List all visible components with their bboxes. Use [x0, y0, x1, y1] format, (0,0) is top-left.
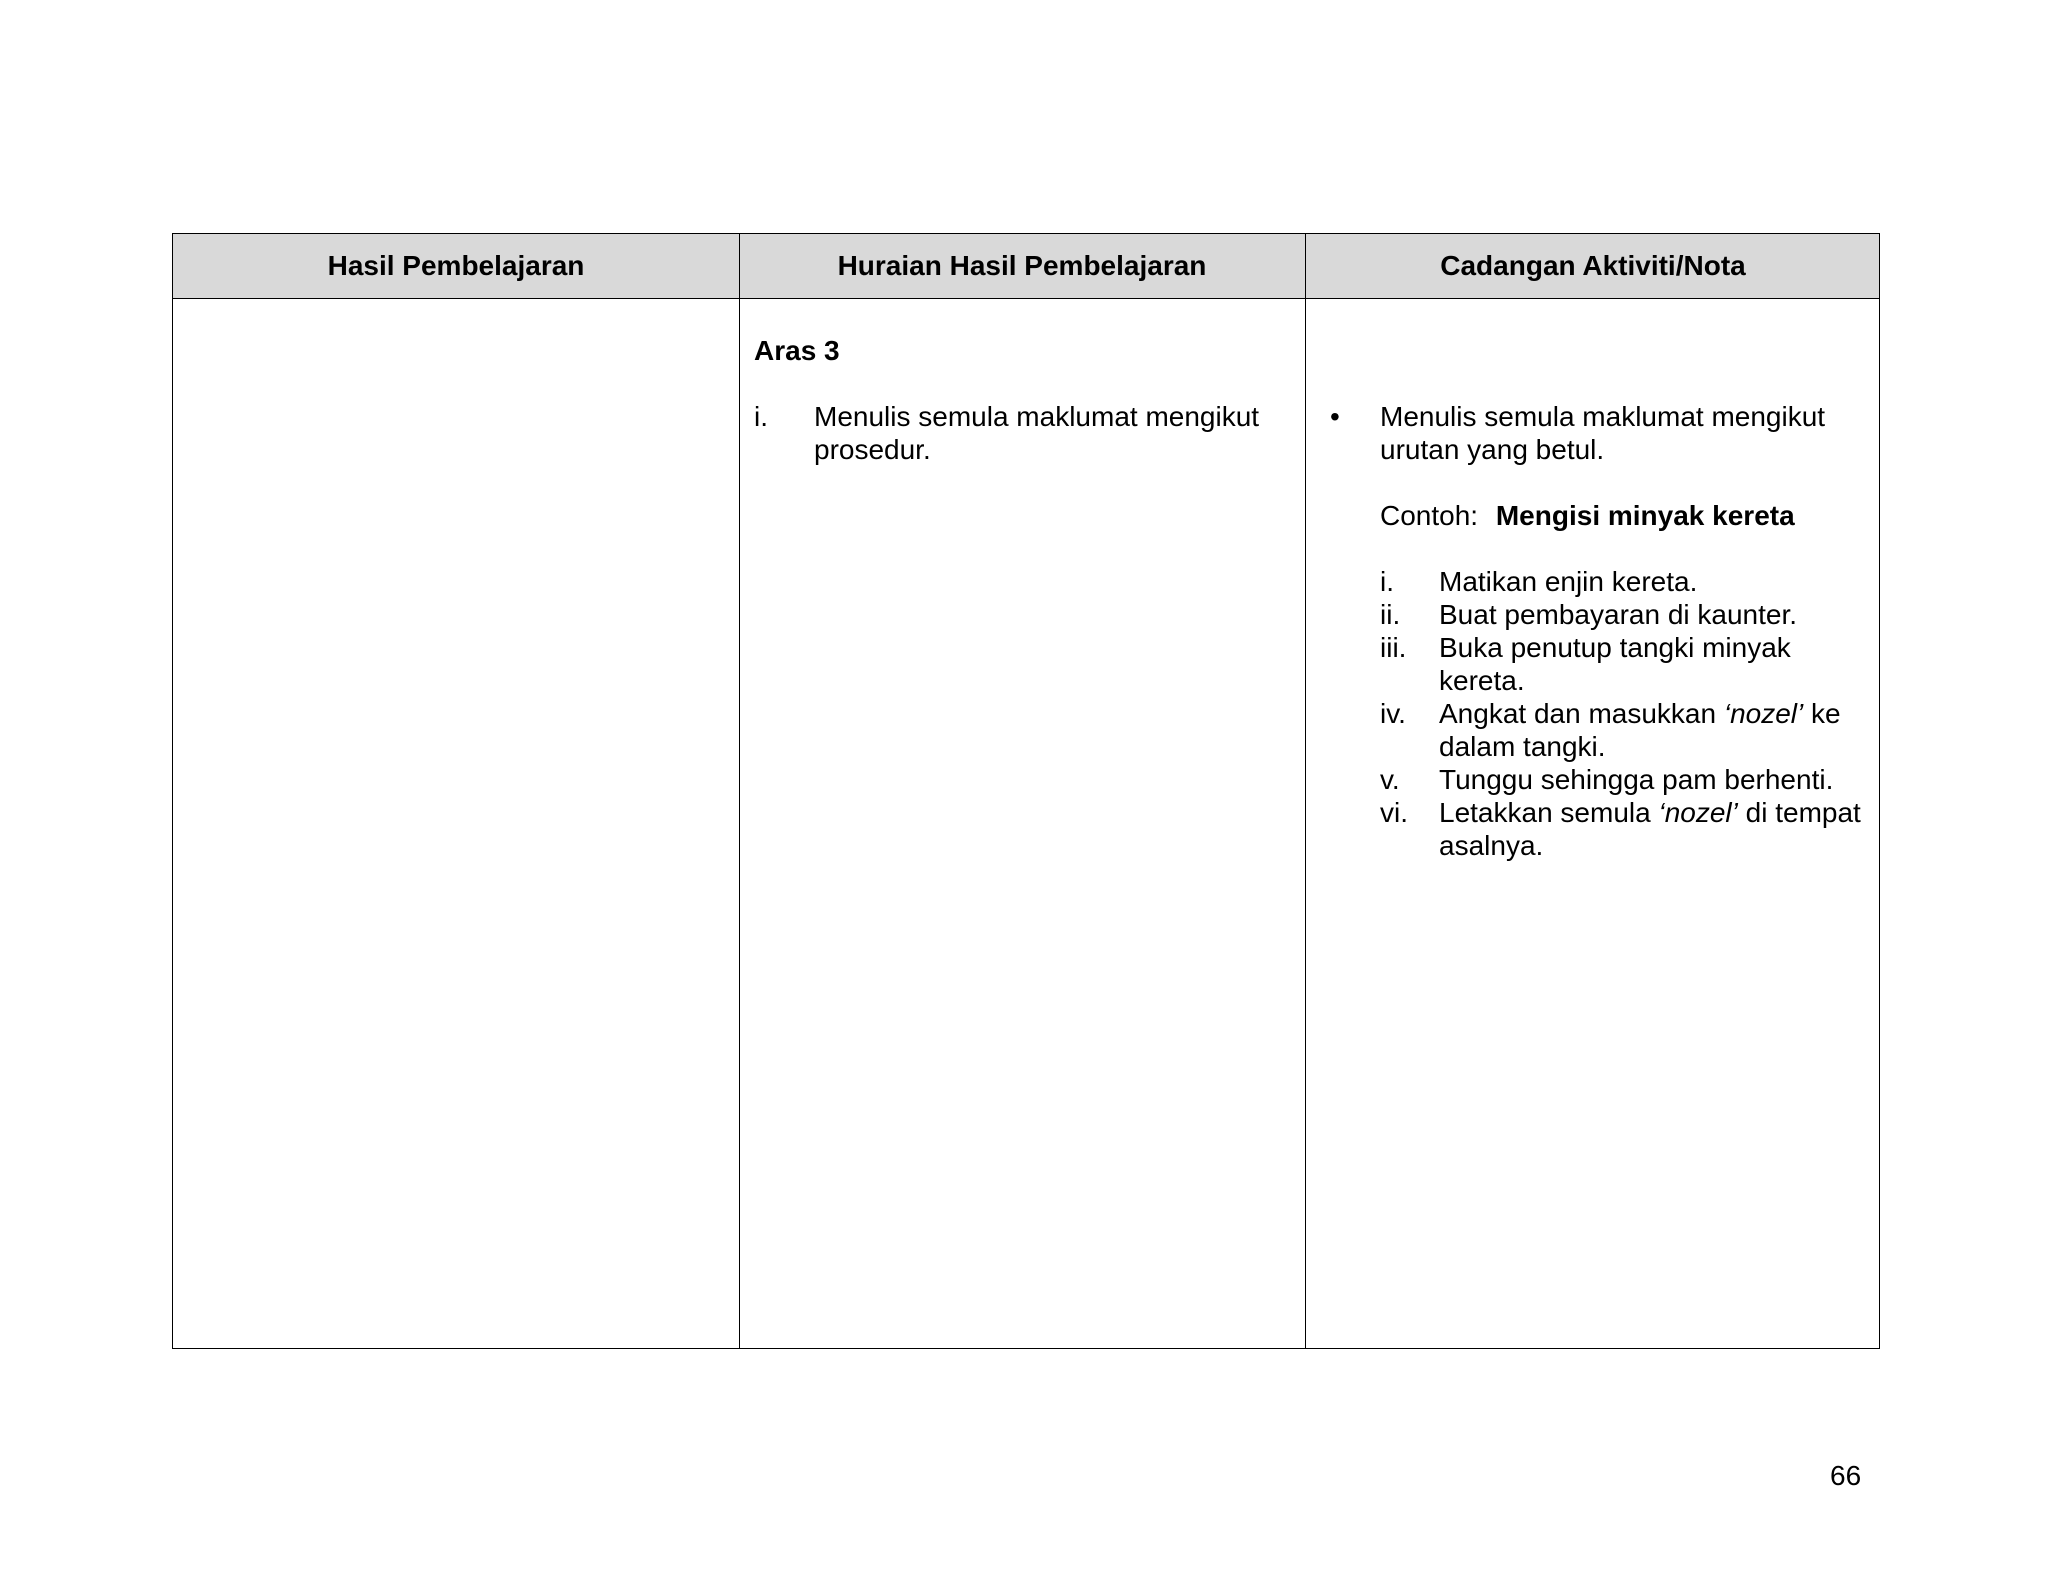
level-heading: Aras 3	[754, 335, 840, 366]
step-item	[1380, 631, 1880, 697]
step-text: Matikan enjin kereta.	[1439, 566, 1698, 597]
header-huraian-hasil-pembelajaran: Huraian Hasil Pembelajaran	[837, 250, 1207, 281]
bullet-text-line: Menulis semula maklumat mengikut	[1380, 401, 1826, 432]
step-item	[1380, 697, 1880, 763]
step-item	[1380, 598, 1880, 631]
bullet-icon: •	[1330, 401, 1340, 432]
curriculum-table	[172, 233, 1880, 1349]
step-text: Tunggu sehingga pam berhenti.	[1439, 764, 1834, 795]
step-number: vi.	[1380, 797, 1408, 828]
item-number: i.	[754, 401, 768, 432]
bullet-text-line: urutan yang betul.	[1380, 434, 1605, 465]
step-text: Buat pembayaran di kaunter.	[1439, 599, 1798, 630]
example-line	[1380, 499, 1880, 532]
column-divider	[739, 234, 740, 1348]
step-text: Angkat dan masukkan ‘nozel’ ke	[1439, 698, 1841, 729]
example-title: Mengisi minyak kereta	[1495, 500, 1795, 531]
step-text: Letakkan semula ‘nozel’ di tempat	[1439, 797, 1861, 828]
example-label: Contoh:	[1380, 500, 1479, 531]
item-text-line: Menulis semula maklumat mengikut	[814, 401, 1260, 432]
step-text: Buka penutup tangki minyak	[1439, 632, 1791, 663]
step-item	[1380, 565, 1880, 598]
step-number: v.	[1380, 764, 1400, 795]
page-number: 66	[1830, 1460, 1862, 1491]
header-cadangan-aktiviti: Cadangan Aktiviti/Nota	[1440, 250, 1746, 281]
step-item	[1380, 763, 1880, 796]
step-number: i.	[1380, 566, 1394, 597]
step-number: iv.	[1380, 698, 1406, 729]
step-number: ii.	[1380, 599, 1401, 630]
item-text-line: prosedur.	[814, 434, 931, 465]
header-hasil-pembelajaran: Hasil Pembelajaran	[327, 250, 585, 281]
bullet-item	[1320, 400, 1870, 470]
list-item	[754, 400, 1294, 470]
step-text: dalam tangki.	[1439, 731, 1606, 762]
step-text: asalnya.	[1439, 830, 1544, 861]
step-text: kereta.	[1439, 665, 1525, 696]
step-item	[1380, 796, 1880, 862]
step-number: iii.	[1380, 632, 1407, 663]
column-divider	[1305, 234, 1306, 1348]
